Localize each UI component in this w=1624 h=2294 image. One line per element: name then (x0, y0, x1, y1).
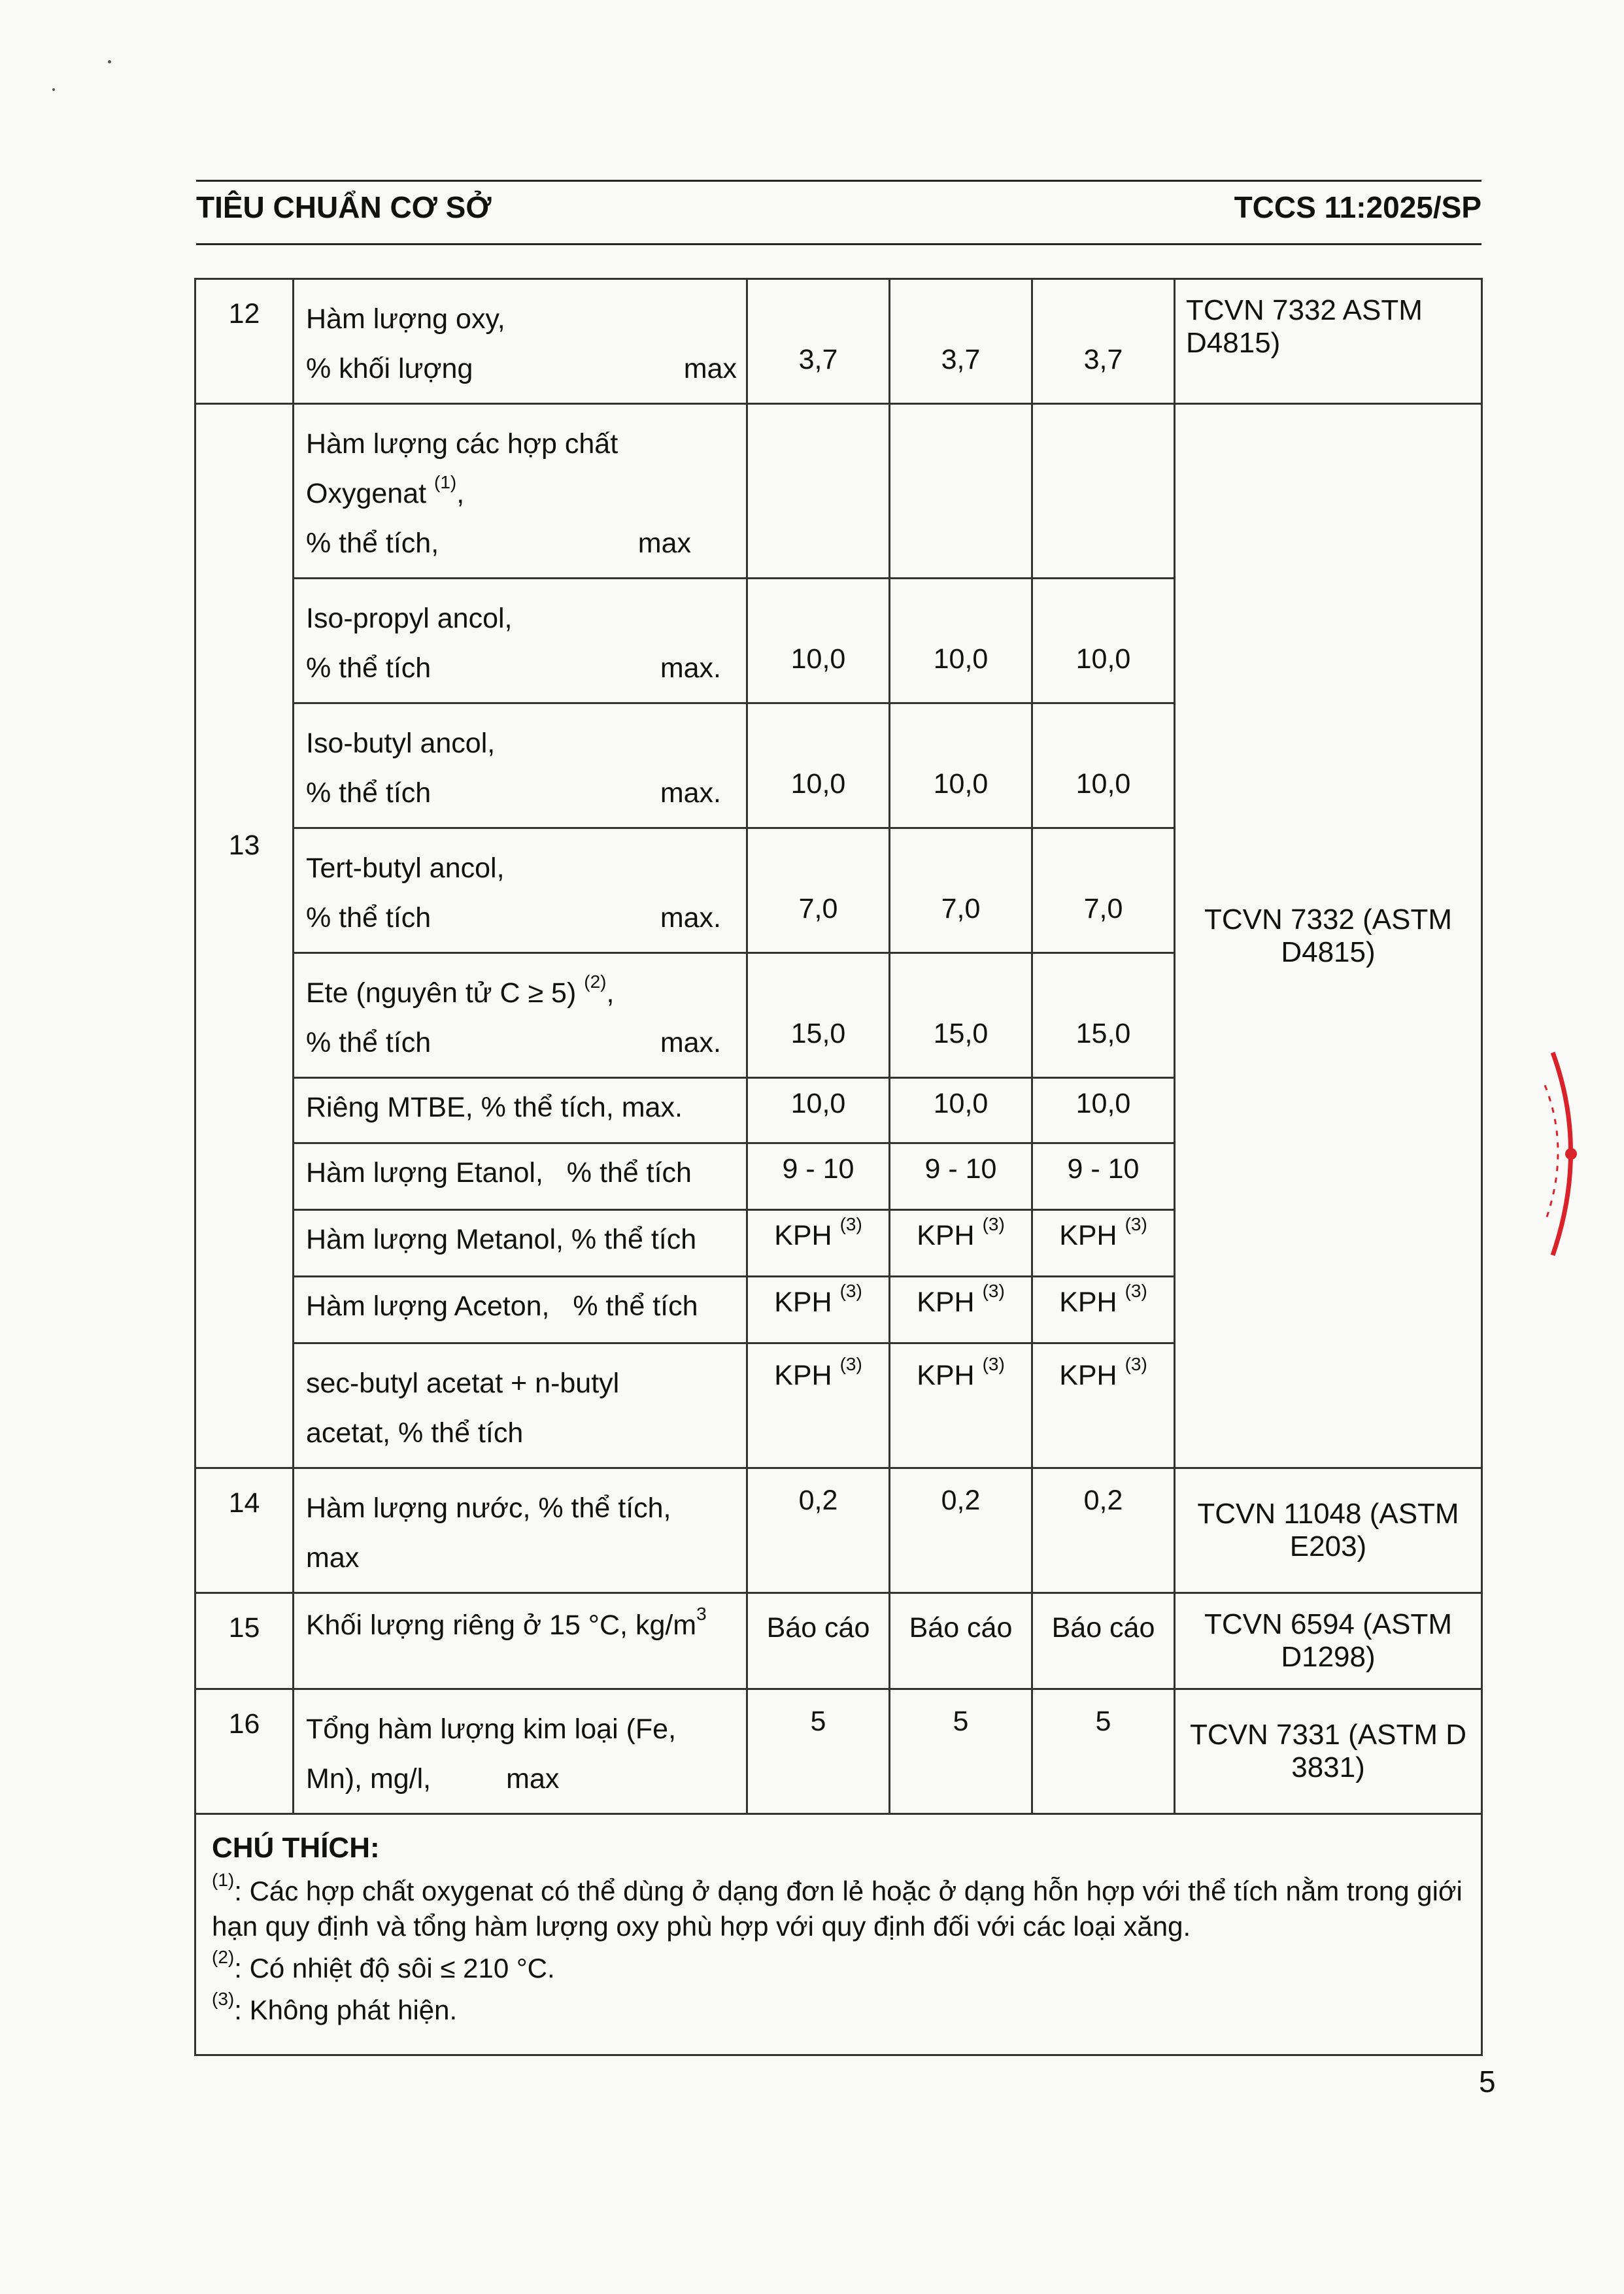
header-top-rule (196, 180, 1481, 182)
table-row-14: 14 Hàm lượng nước, % thể tích, max 0,2 0,2 0,2 TCVN 11048 (ASTM E203) (195, 1468, 1482, 1593)
row-number: 16 (195, 1689, 294, 1814)
notes-row (195, 1814, 1482, 2055)
scan-speck (108, 60, 111, 63)
test-method: TCVN 7332 ASTM D4815) (1175, 279, 1482, 404)
table-row-16: 16 Tổng hàm lượng kim loại (Fe, Mn), mg/l, max 5 5 5 TCVN 7331 (ASTM D 3831) (195, 1689, 1482, 1814)
table-row: Hàm lượng Etanol, % thể tích 9 - 10 9 - 10 9 - 10 (195, 1143, 1482, 1210)
parameter-name: Iso-butyl ancol, % thể tích max. (294, 703, 747, 828)
header-standard-code: TCCS 11:2025/SP (1234, 190, 1481, 224)
notes-title: CHÚ THÍCH: (212, 1832, 380, 1864)
row-number: 14 (195, 1468, 294, 1593)
specification-table (194, 278, 1483, 2056)
red-seal-stamp-edge (1540, 1046, 1592, 1262)
parameter-name: Hàm lượng Aceton, % thể tích (294, 1277, 747, 1343)
parameter-name: Hàm lượng oxy, % khối lượng max (294, 279, 747, 404)
table-row: Iso-propyl ancol, % thể tích max. 10,0 10,0 10,0 (195, 579, 1482, 703)
table-row: Hàm lượng Metanol, % thể tích KPH $^{(3)}$ KPH $^{(3)}$ KPH $^{(3)}$ (195, 1210, 1482, 1277)
parameter-name: Hàm lượng Metanol, % thể tích (294, 1210, 747, 1277)
page-number: 5 (1479, 2065, 1496, 2099)
table-row-12 (195, 279, 1482, 404)
table-row: sec-butyl acetat + n-butyl acetat, % thể tích KPH $^{(3)}$ KPH $^{(3)}$ KPH $^{(3)}$ (195, 1343, 1482, 1468)
value-cell: 3,7 (1032, 279, 1175, 404)
table-row: Ete (nguyên tử C ≥ 5) $^{(2)}$, % thể tích max. 15,0 15,0 15,0 (195, 953, 1482, 1078)
table-row: Riêng MTBE, % thể tích, max. 10,0 10,0 10,0 (195, 1078, 1482, 1143)
value-cell: 3,7 (747, 279, 890, 404)
row-number: 13 (195, 404, 294, 1468)
note-item: $^{(2)}$: Có nhiệt độ sôi ≤ 210 °C. (212, 1947, 555, 1983)
table-row: Iso-butyl ancol, % thể tích max. 10,0 10,0 10,0 (195, 703, 1482, 828)
table-row: Tert-butyl ancol, % thể tích max. 7,0 7,0 7,0 (195, 828, 1482, 953)
row-number: 15 (195, 1593, 294, 1689)
table-row: Hàm lượng Aceton, % thể tích KPH $^{(3)}$ KPH $^{(3)}$ KPH $^{(3)}$ (195, 1277, 1482, 1343)
parameter-name: Ete (nguyên tử C ≥ 5) $^{(2)}$, % thể tích max. (294, 953, 747, 1078)
parameter-name: Hàm lượng nước, % thể tích, max (294, 1468, 747, 1593)
parameter-name: Khối lượng riêng ở 15 °C, $kg/m^3$ (294, 1593, 747, 1689)
parameter-name: sec-butyl acetat + n-butyl acetat, % thể tích (294, 1343, 747, 1468)
test-method: TCVN 6594 (ASTM D1298) (1175, 1593, 1482, 1689)
parameter-name: Tổng hàm lượng kim loại (Fe, Mn), mg/l, max (294, 1689, 747, 1814)
header-bottom-rule (196, 243, 1481, 245)
test-method: TCVN 7332 (ASTM D4815) (1175, 404, 1482, 1468)
parameter-name: Tert-butyl ancol, % thể tích max. (294, 828, 747, 953)
parameter-name: Hàm lượng các hợp chất Oxygenat $^{(1)}$, % thể tích, max (294, 404, 747, 579)
value-cell: 3,7 (890, 279, 1032, 404)
notes-section (195, 1814, 1482, 2055)
header-standard-type: TIÊU CHUẨN CƠ SỞ (196, 190, 492, 224)
test-method: TCVN 7331 (ASTM D 3831) (1175, 1689, 1482, 1814)
test-method: TCVN 11048 (ASTM E203) (1175, 1468, 1482, 1593)
parameter-name: Iso-propyl ancol, % thể tích max. (294, 579, 747, 703)
table-row-13-group (195, 404, 1482, 579)
note-item: $^{(3)}$: Không phát hiện. (212, 1989, 458, 2025)
parameter-name: Hàm lượng Etanol, % thể tích (294, 1143, 747, 1210)
table-row-15: 15 Khối lượng riêng ở 15 °C, $kg/m^3$ Báo cáo Báo cáo Báo cáo TCVN 6594 (ASTM D1298) (195, 1593, 1482, 1689)
row-number: 12 (195, 279, 294, 404)
note-item: $^{(1)}$: Các hợp chất oxygenat có thể dùng ở dạng đơn lẻ hoặc ở dạng hỗn hợp với thể tích nằm trong giới hạn quy định và tổng hàm lượng oxy phù hợp với quy định đối với các loại xăng. (212, 1870, 1463, 1942)
scan-speck (52, 88, 55, 91)
parameter-name: Riêng MTBE, % thể tích, max. (294, 1078, 747, 1143)
